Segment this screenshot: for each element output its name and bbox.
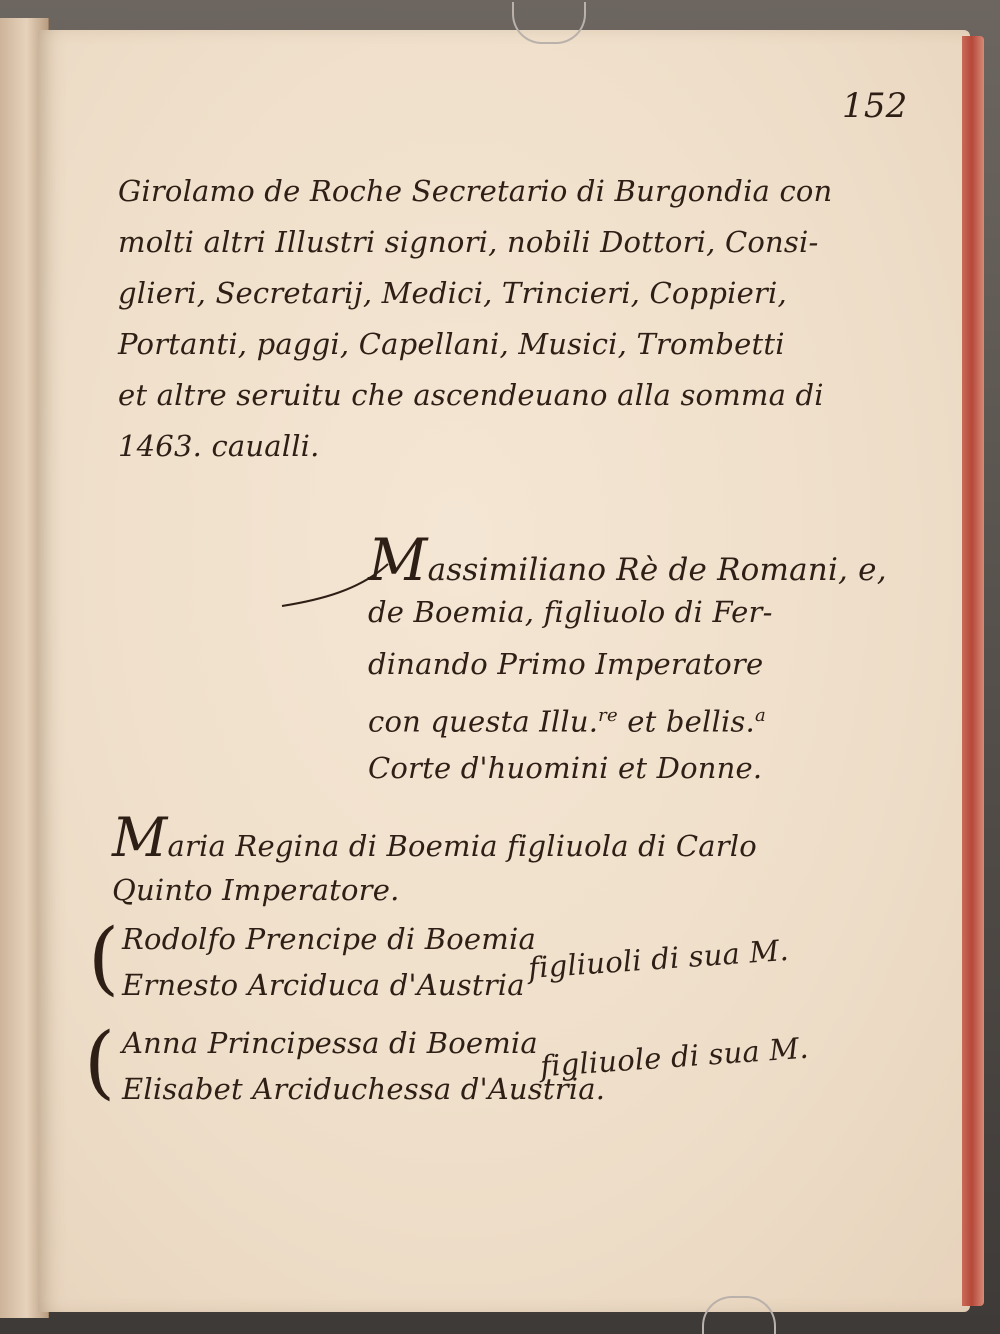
paragraph-massimiliano <box>368 526 887 794</box>
sons-note: figliuoli di sua M. <box>527 932 790 986</box>
daughters-group <box>122 1020 605 1112</box>
text-line: Quinto Imperatore. <box>112 873 400 907</box>
bracket-icon: ( <box>84 1015 116 1108</box>
text-line: Ernesto Arciduca d'Austria <box>122 968 525 1002</box>
text-line: Maria Regina di Boemia figliuola di Carlo <box>112 806 757 869</box>
daughters-note: figliuole di sua M. <box>539 1030 810 1084</box>
text-line: Massimiliano Rè de Romani, e, <box>368 526 887 594</box>
text-line <box>368 690 887 742</box>
text-line: Girolamo de Roche Secretario di Burgondia con <box>118 174 833 208</box>
text-line: glieri, Secretarij, Medici, Trincieri, Coppieri, <box>118 276 787 310</box>
superscript: a <box>754 705 766 726</box>
text-line: Elisabet Arciduchessa d'Austria. <box>122 1072 606 1106</box>
text-line: molti altri Illustri signori, nobili Dottori, Consi- <box>118 225 819 259</box>
text-line: Corte d'huomini et Donne. <box>368 751 763 785</box>
superscript: re <box>598 705 618 726</box>
paragraph-maria <box>112 806 757 916</box>
text-line: Rodolfo Prencipe di Boemia <box>122 922 536 956</box>
paragraph-girolamo <box>118 166 832 472</box>
bracket-icon: ( <box>88 911 120 1004</box>
text-line: et altre seruitu che ascendeuano alla somma di <box>118 378 824 412</box>
sons-group <box>122 916 536 1008</box>
text-fragment: et bellis. <box>617 704 755 739</box>
text-line: Anna Principessa di Boemia <box>122 1026 538 1060</box>
text-line: dinando Primo Imperatore <box>368 647 764 681</box>
text-line: 1463. caualli. <box>118 429 320 463</box>
page-number: 152 <box>842 86 908 126</box>
text-fragment: con questa Illu. <box>368 704 599 739</box>
text-line: Portanti, paggi, Capellani, Musici, Trombetti <box>118 327 785 361</box>
text-line: de Boemia, figliuolo di Fer- <box>368 595 773 629</box>
